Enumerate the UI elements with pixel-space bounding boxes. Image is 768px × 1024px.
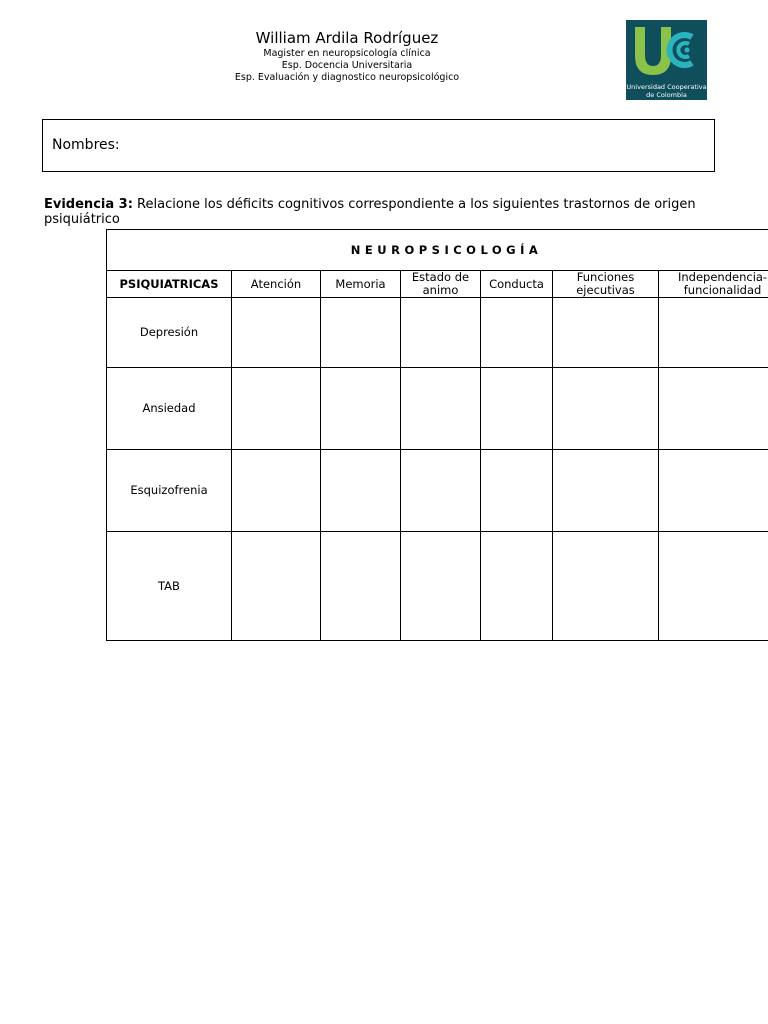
row-label-tab: TAB <box>107 532 232 641</box>
row-label-depresion: Depresión <box>107 298 232 368</box>
column-header-independencia-funcionalidad: Independencia-funcionalidad <box>659 271 768 298</box>
column-header-conducta: Conducta <box>481 271 553 298</box>
author-name: William Ardila Rodríguez <box>255 29 439 47</box>
credential-line: Esp. Docencia Universitaria <box>281 60 413 71</box>
answer-cell[interactable] <box>481 298 553 368</box>
names-label: Nombres: <box>52 137 120 153</box>
answer-cell[interactable] <box>401 532 481 641</box>
answer-cell[interactable] <box>321 298 401 368</box>
row-label-ansiedad: Ansiedad <box>107 368 232 450</box>
answer-cell[interactable] <box>553 450 659 532</box>
column-header-estado-de-animo: Estado de animo <box>401 271 481 298</box>
document-header <box>0 28 694 84</box>
credential-line: Esp. Evaluación y diagnostico neuropsicológico <box>234 72 460 83</box>
answer-cell[interactable] <box>659 450 768 532</box>
credential-line: Magister en neuropsicología clínica <box>263 48 431 59</box>
table-row <box>107 450 768 532</box>
answer-cell[interactable] <box>659 532 768 641</box>
answer-cell[interactable] <box>232 368 321 450</box>
answer-cell[interactable] <box>232 298 321 368</box>
answer-cell[interactable] <box>321 532 401 641</box>
table-row <box>107 298 768 368</box>
answer-cell[interactable] <box>481 368 553 450</box>
column-header-atencion: Atención <box>232 271 321 298</box>
ucc-logo-icon <box>626 20 707 84</box>
evidence-label: Evidencia 3: <box>44 197 133 212</box>
neuropsychology-table <box>106 229 768 641</box>
answer-cell[interactable] <box>553 368 659 450</box>
answer-cell[interactable] <box>321 450 401 532</box>
names-field[interactable] <box>42 119 715 172</box>
table-title: NEUROPSICOLOGÍA <box>107 230 768 271</box>
row-label-esquizofrenia: Esquizofrenia <box>107 450 232 532</box>
logo-caption: Universidad Cooperativa de Colombia <box>626 83 707 99</box>
answer-cell[interactable] <box>659 368 768 450</box>
table-row <box>107 532 768 641</box>
answer-cell[interactable] <box>401 298 481 368</box>
answer-cell[interactable] <box>232 532 321 641</box>
answer-cell[interactable] <box>481 450 553 532</box>
answer-cell[interactable] <box>553 298 659 368</box>
answer-cell[interactable] <box>401 368 481 450</box>
answer-cell[interactable] <box>553 532 659 641</box>
university-logo <box>626 20 707 100</box>
answer-cell[interactable] <box>232 450 321 532</box>
evidence-text: Relacione los déficits cognitivos correspondiente a los siguientes trastornos de origen psiquiátrico <box>44 197 696 227</box>
answer-cell[interactable] <box>321 368 401 450</box>
answer-cell[interactable] <box>659 298 768 368</box>
column-header-psiquiatricas: PSIQUIATRICAS <box>107 271 232 298</box>
answer-cell[interactable] <box>401 450 481 532</box>
evidence-instruction <box>44 197 704 227</box>
answer-cell[interactable] <box>481 532 553 641</box>
column-header-funciones-ejecutivas: Funciones ejecutivas <box>553 271 659 298</box>
column-header-memoria: Memoria <box>321 271 401 298</box>
table-row <box>107 368 768 450</box>
